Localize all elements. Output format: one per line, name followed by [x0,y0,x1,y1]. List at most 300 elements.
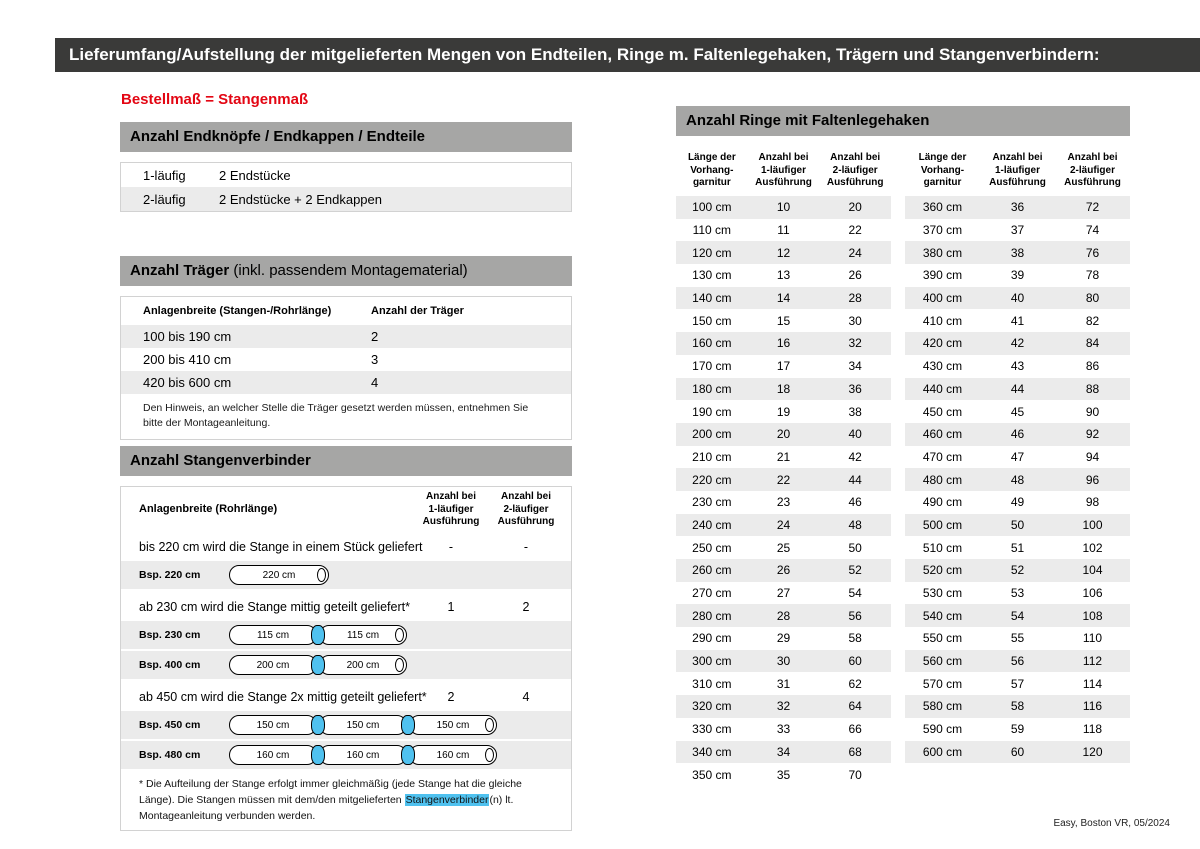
ring-table-row [905,741,1130,764]
ring-cell-laenge: 430 cm [922,359,963,374]
ring-cell-laenge: 110 cm [692,223,732,238]
verbinder-group-intro [121,597,571,619]
ring-cell-1laufig: 13 [776,268,791,283]
ring-cell-laenge: 370 cm [922,223,963,238]
ring-cell-laenge: 150 cm [692,313,732,328]
rod-diagram [229,565,329,585]
example-label: Bsp. 400 cm [139,659,201,671]
traeger-rows [121,325,571,394]
rod-connector-icon [311,715,325,735]
ring-table-row [676,400,891,423]
ring-cell-laenge: 100 cm [692,200,732,215]
ring-cell-1laufig: 16 [776,336,791,351]
ring-column-header-1: Länge der Vorhang- garnitur [687,152,736,189]
footnote-text-before: * Die Aufteilung der Stange erfolgt immer gleichmäßig (jede Stange hat die gleiche Länge). Die Stangen müssen mit dem/den mitgelieferten [139,778,522,806]
ring-cell-laenge: 510 cm [922,540,963,555]
ring-cell-2laufig: 116 [1082,699,1103,714]
ring-cell-laenge: 270 cm [692,586,732,601]
ring-cell-2laufig: 114 [1082,676,1103,691]
ring-cell-1laufig: 33 [776,722,791,737]
ring-cell-1laufig: 29 [776,631,791,646]
endteile-title: Anzahl Endknöpfe / Endkappen / Endteile [130,128,426,145]
ring-cell-1laufig: 10 [776,200,791,215]
ring-cell-1laufig: 54 [1010,608,1025,623]
ring-table-row [676,468,891,491]
verbinder-footnote [139,777,557,824]
ring-cell-1laufig: 28 [776,608,791,623]
ring-cell-laenge: 500 cm [922,517,963,532]
ring-cell-1laufig: 31 [776,676,791,691]
ring-cell-2laufig: 60 [848,654,862,669]
ring-cell-1laufig: 55 [1010,631,1025,646]
ring-cell-2laufig: 98 [1085,495,1100,510]
verbinder-header-row [121,487,571,533]
ring-cell-1laufig: 42 [1010,336,1025,351]
example-label: Bsp. 230 cm [139,629,201,641]
ring-cell-2laufig: 100 [1082,517,1103,532]
ring-cell-laenge: 180 cm [692,381,732,396]
rod-endcap-icon [485,718,494,732]
rod-connector-icon [311,625,325,645]
ring-column-header-1: Länge der Vorhang- garnitur [918,152,967,189]
example-label: Bsp. 450 cm [139,719,201,731]
ring-cell-1laufig: 45 [1010,404,1025,419]
ring-cell-2laufig: 66 [848,722,862,737]
section-header-stangenverbinder [120,446,572,476]
ring-cell-laenge: 210 cm [692,449,732,464]
ring-cell-1laufig: 18 [776,381,791,396]
rod-endcap-icon [395,658,404,672]
ring-cell-1laufig: 48 [1010,472,1025,487]
ring-cell-laenge: 250 cm [692,540,732,555]
ring-table-row [905,604,1130,627]
ring-table-row [905,718,1130,741]
ring-table-row [676,332,891,355]
ring-cell-2laufig: 46 [848,495,862,510]
ring-cell-2laufig: 84 [1085,336,1100,351]
ring-tables [676,146,1130,786]
ring-cell-1laufig: 40 [1010,291,1025,306]
ring-table-row [676,355,891,378]
traeger-table [120,296,572,440]
ring-cell-2laufig: 94 [1085,449,1100,464]
ring-table-row [905,378,1130,401]
verbinder-count-1laufig: 1 [447,600,455,614]
ring-cell-laenge: 470 cm [922,449,963,464]
rod-endcap-icon [485,748,494,762]
rod-segment [229,715,317,735]
verbinder-count-2laufig: - [523,540,529,554]
rod-segment-label: 160 cm [256,749,290,761]
rod-segment-label: 150 cm [436,719,470,731]
ring-cell-2laufig: 120 [1082,744,1103,759]
ring-cell-laenge: 540 cm [922,608,963,623]
ring-cell-2laufig: 34 [848,359,862,374]
ring-cell-2laufig: 102 [1082,540,1103,555]
rod-segment-label: 115 cm [256,629,290,641]
verbinder-group-intro [121,537,571,559]
endteile-lauf-label: 1-läufig [143,167,186,183]
ring-cell-laenge: 420 cm [922,336,963,351]
ring-cell-laenge: 330 cm [692,722,732,737]
ring-cell-2laufig: 32 [848,336,862,351]
verbinder-count-1laufig: - [448,540,454,554]
ring-cell-laenge: 170 cm [692,359,732,374]
verbinder-count-2laufig: 2 [522,600,530,614]
ring-table-row [905,423,1130,446]
ring-column-header-3: Anzahl bei 2-läufiger Ausführung [826,152,884,189]
ring-table-row [676,491,891,514]
ring-cell-1laufig: 44 [1010,381,1025,396]
stangenverbinder-table [120,486,572,831]
rod-diagram [229,715,497,735]
rod-segment-label: 200 cm [346,659,380,671]
ring-cell-1laufig: 36 [1010,200,1025,215]
rod-segment [229,745,317,765]
ring-cell-2laufig: 56 [848,608,862,623]
ring-column-header-2: Anzahl bei 1-läufiger Ausführung [755,152,812,189]
verbinder-example-row [121,651,571,679]
endteile-value: 2 Endstücke [219,167,291,183]
ring-cell-2laufig: 74 [1085,223,1100,238]
page-title: Lieferumfang/Aufstellung der mitgelieferten Mengen von Endteilen, Ringe m. Faltenlegehaken, Trägern und Stangenverbindern: [69,45,1100,64]
ring-cell-1laufig: 21 [776,449,791,464]
ring-table-row [905,514,1130,537]
ring-cell-2laufig: 80 [1085,291,1100,306]
ring-table-row [676,196,891,219]
ring-cell-1laufig: 32 [776,699,791,714]
verbinder-example-row [121,621,571,649]
ring-cell-2laufig: 54 [848,586,862,601]
ring-cell-1laufig: 46 [1010,427,1025,442]
ring-table-row [676,559,891,582]
verbinder-col-header-anlagenbreite: Anlagenbreite (Rohrlänge) [139,503,278,515]
ring-table-row [676,763,891,786]
verbinder-example-row [121,741,571,769]
ring-cell-laenge: 230 cm [692,495,732,510]
ring-cell-laenge: 350 cm [692,767,732,782]
ring-cell-laenge: 290 cm [692,631,732,646]
ring-table-row [905,287,1130,310]
ring-table-row [905,355,1130,378]
ring-cell-2laufig: 64 [848,699,862,714]
ring-cell-2laufig: 86 [1085,359,1100,374]
ring-table-row [676,627,891,650]
traeger-header-row [121,297,571,325]
ring-cell-2laufig: 50 [848,540,862,555]
ring-table-row [676,695,891,718]
ring-cell-2laufig: 26 [848,268,862,283]
traeger-count: 3 [371,352,379,367]
ring-cell-laenge: 530 cm [922,586,963,601]
rod-segment [229,625,317,645]
ring-cell-1laufig: 56 [1010,654,1025,669]
ring-cell-2laufig: 20 [848,200,862,215]
traeger-row [121,325,571,348]
ring-cell-laenge: 520 cm [922,563,963,578]
rod-segment-label: 115 cm [346,629,380,641]
example-label: Bsp. 480 cm [139,749,201,761]
ring-cell-laenge: 130 cm [692,268,732,283]
verbinder-group-intro [121,687,571,709]
ring-table-row [905,672,1130,695]
ring-cell-laenge: 200 cm [692,427,732,442]
ring-cell-2laufig: 62 [848,676,862,691]
ring-cell-laenge: 300 cm [692,654,732,669]
ring-cell-2laufig: 92 [1085,427,1100,442]
ring-cell-laenge: 490 cm [922,495,963,510]
ring-cell-1laufig: 43 [1010,359,1025,374]
endteile-row [121,187,571,211]
ring-cell-1laufig: 25 [776,540,791,555]
ring-table-header [905,146,1130,196]
ring-cell-1laufig: 57 [1010,676,1025,691]
ring-cell-laenge: 240 cm [692,517,732,532]
ring-table-row [905,264,1130,287]
rod-connector-icon [311,745,325,765]
ring-table-row [676,514,891,537]
ring-cell-laenge: 310 cm [692,676,732,691]
ring-cell-laenge: 460 cm [922,427,963,442]
traeger-note: Den Hinweis, an welcher Stelle die Träger gesetzt werden müssen, entnehmen Sie bitte der Montageanleitung. [143,402,529,430]
rod-segment [229,565,329,585]
ring-cell-laenge: 260 cm [692,563,732,578]
rod-diagram [229,745,497,765]
ring-table-row [676,604,891,627]
ring-table-row [676,672,891,695]
ring-table-row [905,582,1130,605]
rod-segment-label: 200 cm [256,659,290,671]
ring-cell-laenge: 280 cm [692,608,732,623]
ring-table-row [905,241,1130,264]
ring-table-row [905,695,1130,718]
ring-cell-laenge: 560 cm [922,654,963,669]
ring-cell-laenge: 160 cm [692,336,732,351]
rod-connector-icon [401,745,415,765]
ring-cell-2laufig: 48 [848,517,862,532]
section-header-traeger [120,256,572,286]
ring-table-row [905,650,1130,673]
rod-segment-label: 150 cm [256,719,290,731]
ring-cell-1laufig: 47 [1010,449,1025,464]
verbinder-count-1laufig: 2 [447,690,455,704]
ring-cell-2laufig: 24 [848,245,862,260]
ring-cell-2laufig: 90 [1085,404,1100,419]
traeger-title-suffix: (inkl. passendem Montagematerial) [229,262,468,279]
rod-segment-label: 160 cm [436,749,470,761]
ring-cell-1laufig: 24 [776,517,791,532]
ring-cell-2laufig: 118 [1082,722,1103,737]
ring-cell-laenge: 480 cm [922,472,963,487]
ring-table-row [676,309,891,332]
ring-cell-laenge: 410 cm [922,313,963,328]
ring-cell-laenge: 190 cm [692,404,732,419]
rod-endcap-icon [395,628,404,642]
rod-segment-label: 150 cm [346,719,380,731]
footnote-text-after: (n) lt. Montageanleitung verbunden werden. [139,793,514,822]
verbinder-groups [121,537,571,769]
ring-table-row [905,400,1130,423]
rod-segment [319,715,407,735]
ring-table-row [905,559,1130,582]
rod-segment [319,655,407,675]
traeger-title: Anzahl Träger [130,262,230,279]
order-measure-note: Bestellmaß = Stangenmaß [121,91,309,108]
stangenverbinder-title: Anzahl Stangenverbinder [130,452,311,469]
endteile-value: 2 Endstücke + 2 Endkappen [219,191,382,207]
ring-table-row [676,650,891,673]
ring-table-row [905,332,1130,355]
ring-cell-2laufig: 22 [848,223,862,238]
endteile-table [120,162,572,212]
ringe-title: Anzahl Ringe mit Faltenlegehaken [686,112,930,129]
ring-cell-1laufig: 15 [776,313,791,328]
ring-cell-2laufig: 44 [848,472,862,487]
ring-cell-2laufig: 78 [1085,268,1100,283]
ring-cell-2laufig: 40 [848,427,862,442]
ring-cell-2laufig: 36 [848,381,862,396]
ring-cell-1laufig: 50 [1010,517,1025,532]
ring-table-row [676,219,891,242]
ring-cell-laenge: 440 cm [922,381,963,396]
ring-table-row [905,196,1130,219]
ring-cell-2laufig: 42 [848,449,862,464]
ring-cell-1laufig: 22 [776,472,791,487]
rod-diagram [229,655,407,675]
ring-cell-1laufig: 59 [1010,722,1025,737]
ring-table-row [676,718,891,741]
ring-cell-2laufig: 106 [1082,586,1103,601]
ring-table-row [676,741,891,764]
ring-column-header-3: Anzahl bei 2-läufiger Ausführung [1064,152,1121,189]
endteile-lauf-label: 2-läufig [143,191,186,207]
page-footer: Easy, Boston VR, 05/2024 [1053,818,1170,829]
ring-cell-2laufig: 68 [848,744,862,759]
ring-cell-laenge: 140 cm [692,291,732,306]
ring-cell-laenge: 340 cm [692,744,732,759]
ring-cell-1laufig: 20 [776,427,791,442]
traeger-range: 100 bis 190 cm [143,329,232,344]
ring-table-row [905,536,1130,559]
example-label: Bsp. 220 cm [139,569,201,581]
ring-cell-laenge: 570 cm [922,676,963,691]
ring-table [676,146,891,786]
ring-table-row [905,627,1130,650]
ring-table-row [676,536,891,559]
ring-cell-1laufig: 11 [777,223,790,238]
ring-cell-1laufig: 52 [1010,563,1025,578]
ring-cell-laenge: 360 cm [922,200,963,215]
ring-cell-2laufig: 108 [1082,608,1103,623]
verbinder-col-header-2laufig: Anzahl bei 2-läufiger Ausführung [497,491,555,527]
ring-cell-2laufig: 30 [848,313,862,328]
ring-cell-1laufig: 12 [776,245,791,260]
traeger-row [121,371,571,394]
ring-cell-1laufig: 14 [776,291,791,306]
ring-cell-1laufig: 41 [1010,313,1025,328]
ring-cell-laenge: 600 cm [922,744,963,759]
ring-cell-1laufig: 51 [1010,540,1025,555]
ring-cell-2laufig: 88 [1085,381,1100,396]
section-header-endteile [120,122,572,152]
traeger-row [121,348,571,371]
ring-table-row [905,446,1130,469]
section-header-ringe [676,106,1130,136]
ring-cell-1laufig: 39 [1010,268,1025,283]
ring-cell-1laufig: 49 [1010,495,1025,510]
ring-table-row [676,582,891,605]
verbinder-col-header-1laufig: Anzahl bei 1-läufiger Ausführung [422,491,480,527]
ring-cell-laenge: 550 cm [922,631,963,646]
ring-cell-1laufig: 38 [1010,245,1025,260]
ring-cell-1laufig: 30 [776,654,791,669]
ring-cell-1laufig: 23 [776,495,791,510]
ring-cell-2laufig: 70 [848,767,862,782]
rod-endcap-icon [317,568,326,582]
ring-cell-1laufig: 34 [776,744,791,759]
ring-cell-laenge: 320 cm [692,699,732,714]
endteile-row [121,163,571,187]
ring-table-row [676,287,891,310]
ring-cell-2laufig: 72 [1085,200,1100,215]
page-header-bar [55,38,1200,72]
ring-table-row [905,491,1130,514]
traeger-range: 200 bis 410 cm [143,352,232,367]
ring-table-header [676,146,891,196]
ring-cell-2laufig: 110 [1082,631,1103,646]
ring-cell-1laufig: 58 [1010,699,1025,714]
verbinder-count-2laufig: 4 [522,690,530,704]
traeger-count: 4 [371,375,379,390]
ring-cell-1laufig: 37 [1010,223,1025,238]
verbinder-group-text: ab 230 cm wird die Stange mittig geteilt geliefert* [139,600,410,614]
ring-cell-laenge: 400 cm [922,291,963,306]
rod-segment [319,625,407,645]
ring-cell-laenge: 590 cm [922,722,963,737]
ring-table-row [905,309,1130,332]
rod-segment [409,745,497,765]
traeger-col-header-anlagenbreite: Anlagenbreite (Stangen-/Rohrlänge) [143,305,332,317]
traeger-range: 420 bis 600 cm [143,375,232,390]
rod-diagram [229,625,407,645]
ring-cell-2laufig: 112 [1082,654,1103,669]
verbinder-group-text: ab 450 cm wird die Stange 2x mittig geteilt geliefert* [139,690,427,704]
ring-cell-1laufig: 35 [776,767,791,782]
ring-cell-1laufig: 19 [776,404,791,419]
ring-cell-2laufig: 76 [1085,245,1100,260]
ring-table-row [676,264,891,287]
ring-table-row [676,423,891,446]
rod-connector-icon [401,715,415,735]
rod-segment [409,715,497,735]
ring-cell-laenge: 380 cm [922,245,963,260]
ring-cell-2laufig: 52 [848,563,862,578]
ring-cell-1laufig: 60 [1010,744,1025,759]
verbinder-example-row [121,711,571,739]
ring-cell-2laufig: 104 [1082,563,1103,578]
ring-cell-1laufig: 27 [776,586,791,601]
ring-cell-1laufig: 17 [776,359,791,374]
ring-table-row [905,219,1130,242]
ring-cell-2laufig: 28 [848,291,862,306]
ring-cell-1laufig: 26 [776,563,791,578]
rod-segment-label: 160 cm [346,749,380,761]
ring-table-row [905,468,1130,491]
ring-table-row [676,378,891,401]
ring-cell-2laufig: 82 [1085,313,1100,328]
ring-table [905,146,1130,786]
ring-cell-2laufig: 38 [848,404,862,419]
